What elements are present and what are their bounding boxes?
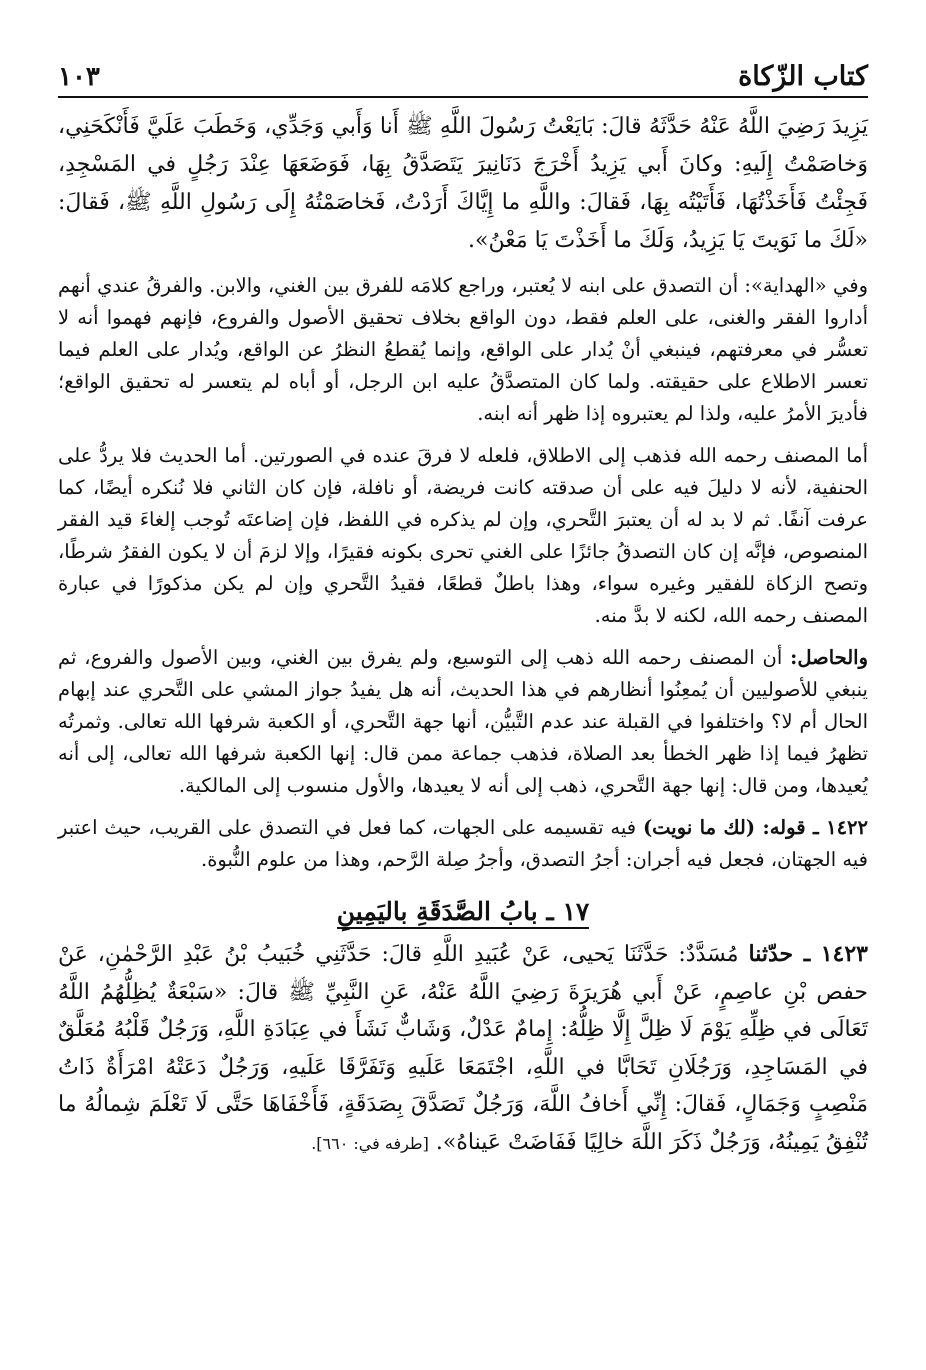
hasil-lead: والحاصل: — [790, 646, 869, 669]
commentary-paragraph-musannif: أما المصنف رحمه الله فذهب إلى الاطلاق، فلعله لا فرقَ عنده في الصورتين. أما الحديث فلا يردُّ على الحنفية، لأنه لا دليلَ فيه على أن صدقته كانت فريضة، أو نافلة، فإن كان الثاني فلا نُنكره أيضًا، كما عرفت آنفًا. ثم لا بد له أن يعتبرَ التَّحري، وإن لم يذكره في اللفظ، فإن إضاعتَه تُوجب إلغاءَ قيد الفقر المنصوص، فإنَّه إن كان التصدقُ جائزًا على الغني تحرى بكونه فقيرًا، وإلا لزمَ أن لا يكون الفقرُ شرطًا، وتصح الزكاة للفقير وغيره سواء، وهذا باطلٌ قطعًا، فقيدُ التَّحري وإن لم يكن مذكورًا في عبارة المصنف رحمه الله، لكنه لا بدَّ منه. — [58, 444, 868, 627]
book-title: كتاب الزّكاة — [738, 61, 868, 92]
note-1422 — [58, 812, 868, 876]
page-number: ١٠٣ — [58, 62, 100, 92]
chapter-title: ١٧ ـ بابُ الصَّدَقَةِ باليَمِينِ — [337, 897, 590, 929]
cross-reference: [طرفه في: ٦٦٠]. — [311, 1133, 429, 1153]
hasil-text: أن المصنف رحمه الله ذهب إلى التوسيع، ولم يفرق بين الغني، وبين الأصول والفروع، ثم ينبغي للأصوليين أن يُمعِنُوا أنظارهم في هذا الحديث، أنه هل يفيدُ جواز المشي على التَّحري عند إبهام الحال أم لا؟ واختلفوا في القبلة عند عدم التَّبيُّن، أنها جهة التَّحري، أو الكعبة شرفها الله تعالى. وثمرتُه تظهرُ فيما إذا ظهر الخطأ بعد الصلاة، فذهب جماعة ممن قال: إنها الكعبة شرفها الله تعالى، إلى أنه يُعيدها، ومن قال: إنها جهة التَّحري، ذهب إلى أنه لا يعيدها، والأول منسوب إلى المالكية. — [58, 646, 868, 797]
note-1422-text: فيه تقسيمه على الجهات، كما فعل في التصدق على القريب، حيث اعتبر فيه الجهتان، فجعل فيه أجران: أجرُ التصدق، وأجرُ صِلة الرَّحم، وهذا من علوم النُّبوة. — [58, 816, 868, 871]
chapter-heading — [58, 892, 868, 932]
running-head — [58, 52, 868, 98]
commentary-paragraph-hidaya: وفي «الهداية»: أن التصدق على ابنه لا يُعتبر، وراجع كلامَه للفرق بين الغني، والابن. والفرقُ عندي أنهم أداروا الفقر والغنى، على العلم فقط، دون الواقع بخلاف تحقيق الأصول والفروع، فإنهم فهموا أنه لا تعسُّر في معرفتهم، فينبغي أنْ يُدار على الواقع، وإنما يُقطعُ النظرُ عن الواقع، ويُدار على العلم فيما تعسر الاطلاع على حقيقته. ولما كان المتصدَّقُ عليه ابن الرجل، أو أباه لم يتعسر له تحقيق الواقع؛ فأديرَ الأمرُ عليه، ولذا لم يعتبروه إذا ظهر أنه ابنه. — [58, 274, 868, 425]
commentary-paragraph-hasil — [58, 642, 868, 802]
hadith-1423-text: مُسَدَّدٌ: حَدَّثَنَا يَحيى، عَنْ عُبَيدِ اللَّهِ قالَ: حَدَّثَنِي خُبَيبُ بْنُ عَبْدِ الرَّحْمٰنِ، عَنْ حفص بْنِ عاصِمٍ، عَنْ أَبي هُرَيرَةَ رَضِيَ اللَّهُ عَنْهُ، عَنِ النَّبِيِّ ﷺ قالَ: «سَبْعَةٌ يُظِلُّهُمُ اللَّهُ تَعَالَى في ظِلِّهِ يَوْمَ لَا ظِلَّ إِلَّا ظِلُّهُ: إِمامٌ عَدْلٌ، وَشَابٌّ نَشَأَ في عِبَادَةِ اللَّهِ، وَرَجُلٌ قَلْبُهُ مُعَلَّقٌ في المَسَاجِدِ، وَرَجُلَانِ تَحَابَّا في اللَّهِ، اجْتَمَعَا عَلَيهِ وَتَفَرَّقَا عَلَيهِ، وَرَجُلٌ دَعَتْهُ امْرَأَةٌ ذَاتُ مَنْصِبٍ وَجَمَالٍ، فَقالَ: إِنِّي أَخافُ اللَّهَ، وَرَجُلٌ تَصَدَّقَ بِصَدَقَةٍ، فَأَخْفَاهَا حَتَّى لَا تَعْلَمَ شِمالُهُ ما تُنْفِقُ يَمِينُهُ، وَرَجُلٌ ذَكَرَ اللَّهَ خالِيًا فَفَاضَتْ عَيناهُ». — [58, 942, 869, 1155]
hadith-1423 — [58, 936, 868, 1162]
hadith-1423-lead: ١٤٢٣ ـ حدّثنا — [748, 941, 868, 967]
note-1422-lead: ١٤٢٢ ـ قوله: (لك ما نويت) — [642, 816, 869, 839]
hadith-1421-tail: يَزِيدَ رَضِيَ اللَّهُ عَنْهُ حَدَّثَهُ قالَ: بَايَعْتُ رَسُولَ اللَّهِ ﷺ أَنا وَأَبي وَجَدِّي، وَخَطَبَ عَلَيَّ فَأَنْكَحَنِي، وَخاصَمْتُ إِلَيهِ: وكانَ أَبي يَزِيدُ أَخْرَجَ دَنَانِيرَ يَتَصَدَّقُ بِهَا، فَوَضَعَهَا عِنْدَ رَجُلٍ في المَسْجِدِ، فَجِئْتُ فَأَخَذْتُهَا، فَأَتَيْتُه بِهَا، فَقالَ: واللَّهِ ما إِيَّاكَ أَرَدْتُ، فَخاصَمْتُهُ إِلَى رَسُولِ اللَّهِ ﷺ، فَقالَ: «لَكَ ما نَوَيتَ يَا يَزِيدُ، وَلَكَ ما أَخَذْتَ يَا مَعْنُ». — [58, 114, 869, 253]
